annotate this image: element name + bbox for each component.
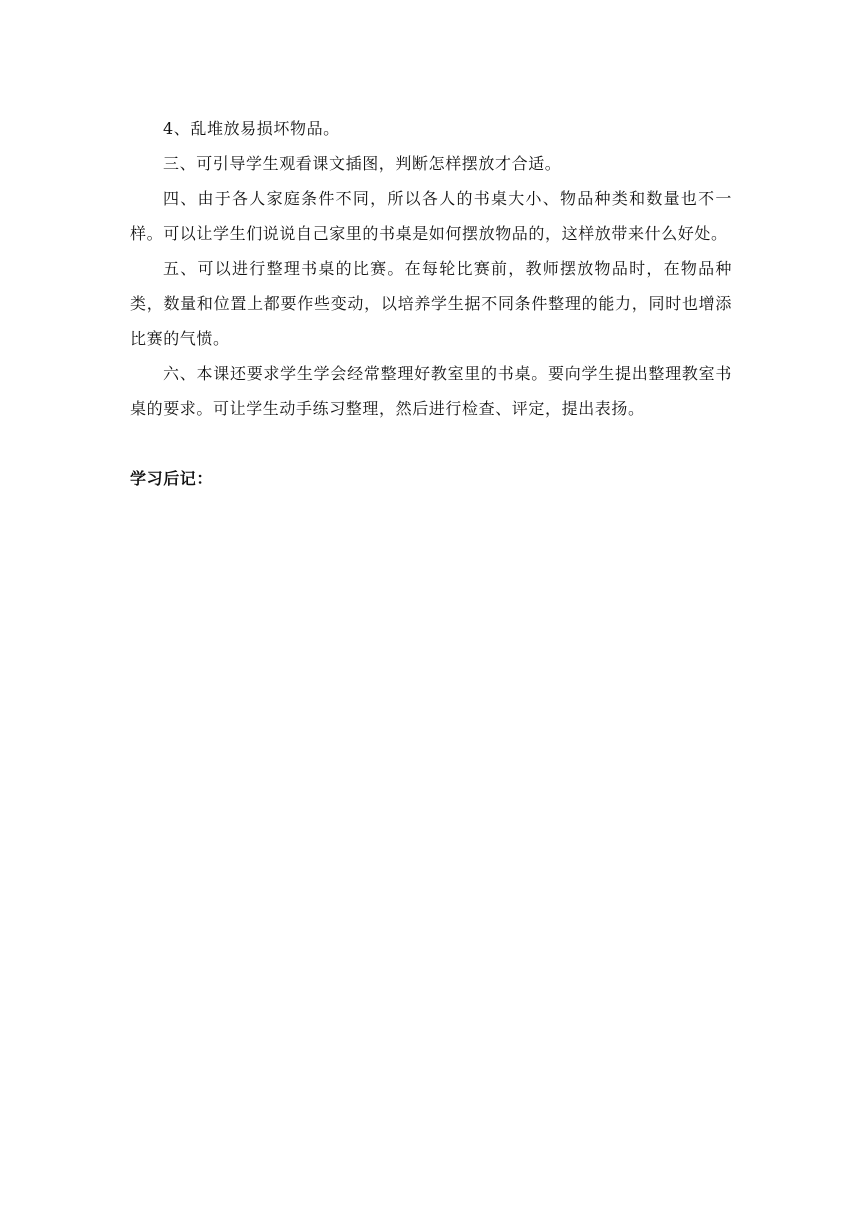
paragraph-item-4: 4、乱堆放易损坏物品。 xyxy=(163,119,340,138)
paragraph-section-3: 三、可引导学生观看课文插图，判断怎样摆放才合适。 xyxy=(163,154,562,173)
paragraph-section-6: 六、本课还要求学生学会经常整理好教室里的书桌。要向学生提出整理教室书桌的要求。可让学生动手练习整理，然后进行检查、评定，提出表扬。 xyxy=(130,364,732,418)
paragraph-section-4: 四、由于各人家庭条件不同，所以各人的书桌大小、物品种类和数量也不一样。可以让学生们说说自己家里的书桌是如何摆放物品的，这样放带来什么好处。 xyxy=(130,189,732,243)
paragraph-section-5: 五、可以进行整理书桌的比赛。在每轮比赛前，教师摆放物品时，在物品种类，数量和位置上都要作些变动，以培养学生据不同条件整理的能力，同时也增添比赛的气愤。 xyxy=(130,259,732,348)
notes-heading: 学习后记： xyxy=(130,469,214,488)
document-body xyxy=(130,111,732,496)
